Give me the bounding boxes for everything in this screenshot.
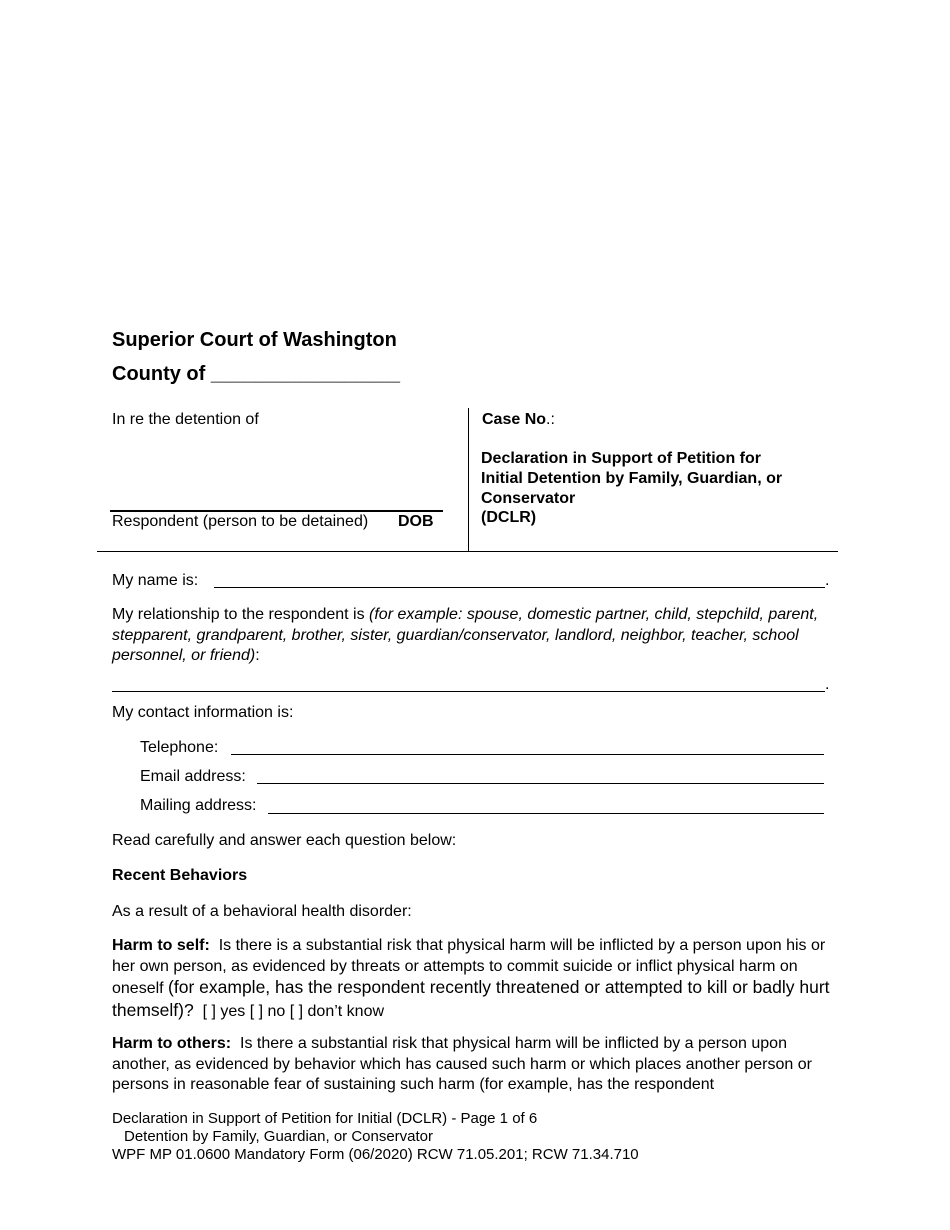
mailing-label: Mailing address: <box>140 797 257 814</box>
case-no-label: Case No <box>482 411 547 428</box>
harm-others-label: Harm to others: <box>112 1035 232 1052</box>
harm-others-text: Is there a substantial risk that physical harm will be inflicted by a person upon another, as evidenced by behavior which has caused such harm or which places another person or persons in reasonable fear of sustaining such harm (for example, has the respondent <box>112 1035 812 1093</box>
relationship-examples: (for example: spouse, domestic partner, child, stepchild, parent, stepparent, grandparent, brother, sister, guardian/conservator, landlord, neighbor, teacher, school personnel, or friend) <box>112 606 819 664</box>
case-number[interactable] <box>482 410 555 430</box>
email-label: Email address: <box>140 768 246 785</box>
relationship-prompt <box>112 605 837 667</box>
footer-line3: WPF MP 01.0600 Mandatory Form (06/2020) RCW 71.05.201; RCW 71.34.710 <box>112 1146 639 1163</box>
period: . <box>825 676 830 693</box>
harm-to-others-question <box>112 1034 840 1096</box>
mailing-input-line[interactable] <box>268 813 824 814</box>
case-no-suffix: .: <box>546 411 555 428</box>
form-title-line2: Initial Detention by Family, Guardian, or <box>481 470 783 487</box>
court-name: Superior Court of Washington <box>112 329 397 351</box>
footer-line1: Declaration in Support of Petition for Initial (DCLR) - Page 1 of 6 <box>112 1110 538 1127</box>
form-title-line1: Declaration in Support of Petition for <box>481 450 761 467</box>
instructions: Read carefully and answer each question below: <box>112 832 457 849</box>
period: . <box>825 572 830 589</box>
relationship-input-line[interactable] <box>112 691 825 692</box>
county-blank[interactable]: _________________ <box>210 363 400 385</box>
county-label: County of <box>112 363 206 385</box>
in-re-label: In re the detention of <box>112 411 259 428</box>
my-name-input-line[interactable] <box>214 587 825 588</box>
harm-to-self-question <box>112 936 842 1022</box>
email-input-line[interactable] <box>257 783 824 784</box>
dob-label: DOB <box>398 513 434 530</box>
telephone-input-line[interactable] <box>231 754 824 755</box>
relationship-tail: : <box>255 647 260 664</box>
caption-divider <box>468 408 469 551</box>
relationship-lead: My relationship to the respondent is <box>112 606 370 623</box>
harm-self-options[interactable]: [ ] yes [ ] no [ ] don’t know <box>202 1002 385 1020</box>
county-line <box>112 362 400 386</box>
result-of-label: As a result of a behavioral health disorder: <box>112 903 412 920</box>
footer-line2: Detention by Family, Guardian, or Conservator <box>124 1128 434 1145</box>
my-name-label: My name is: <box>112 572 199 589</box>
contact-label: My contact information is: <box>112 704 294 721</box>
harm-self-text: Is there is a substantial risk that physical harm will be inflicted by a person upon his or her own person, as evidenced by threats or attempts to commit suicide or inflict physical harm on oneself <box>112 937 826 997</box>
form-code: (DCLR) <box>481 509 537 526</box>
form-title-line3: Conservator <box>481 490 576 507</box>
caption-bottom-rule <box>97 551 838 552</box>
harm-self-example: (for example, has the respondent recently threatened or attempted to kill or badly hurt themself)? <box>112 977 830 1020</box>
harm-self-label: Harm to self: <box>112 937 210 954</box>
respondent-label: Respondent (person to be detained) <box>112 513 369 530</box>
telephone-label: Telephone: <box>140 739 219 756</box>
section-heading: Recent Behaviors <box>112 867 248 884</box>
